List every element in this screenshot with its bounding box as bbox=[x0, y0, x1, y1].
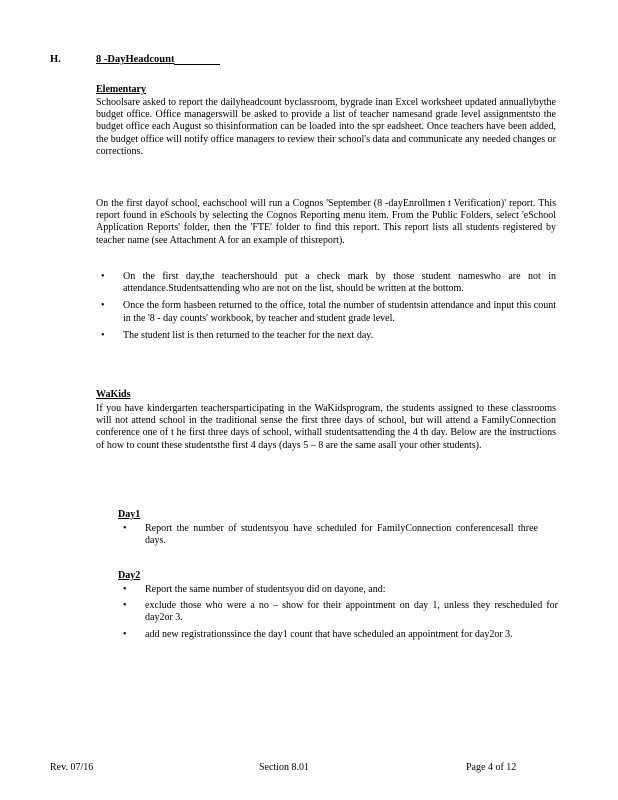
footer-page-number: Page 4 of 12 bbox=[466, 762, 517, 773]
section-title bbox=[96, 54, 220, 65]
list-item: • On the first day,the teachershould put a check mark by those student nameswho are not in attendance.Studentsattending who are not on the list, should be written at the bottom. bbox=[96, 271, 556, 295]
day2-heading bbox=[118, 570, 152, 581]
elementary-paragraph-2: On the first dayof school, eachschool will run a Cognos 'September (8 -dayEnrollmen t Verification)' report. This report found in eSchools by selecting the Cognos Reporting menu item. From the Public Folders, select 'eSchool Application Reports' folder, then the 'FTE' folder to find this report. This report lists all students registered by teacher name (see Attachment A for an example of thisreport). bbox=[96, 198, 556, 246]
title-underline bbox=[174, 63, 220, 65]
footer-section: Section 8.01 bbox=[259, 762, 309, 773]
section-title-text: 8 -DayHeadcount bbox=[96, 54, 175, 65]
day1-bullet-list bbox=[118, 523, 538, 547]
wakids-paragraph: If you have kindergarten teachersparticipating in the WaKidsprogram, the students assigned to these classrooms will not attend school in the traditional sense the first three days of school, but will attend a FamilyConnection conference one of t he first three days of school, withall studentsattending the 4 th day. Below are the instructions of how to count these studentsthe first 4 days (days 5 – 8 are the same asall your other students). bbox=[96, 403, 556, 451]
day2-bullet-list bbox=[118, 584, 558, 641]
list-item: • add new registrationssince the day1 count that have scheduled an appointment for day2or 3. bbox=[118, 629, 558, 641]
elementary-bullet-list bbox=[96, 271, 556, 342]
day2-heading-text: Day2 bbox=[118, 570, 141, 581]
elementary-heading: Elementary bbox=[96, 84, 146, 95]
elementary-paragraph-1: Schoolsare asked to report the dailyheadcount byclassroom, bygrade inan Excel worksheet updated annuallybythe budget office. Office managerswill be asked to provide a list of teacher namesand grade level assignmentsto the budget office each August so thisinformation can be loaded into the spr eadsheet. Once teachers have been added, the budget office will notify office managers to review their school's data and communicate any needed changes or corrections. bbox=[96, 97, 556, 157]
list-item: • Once the form hasbeen returned to the office, total the number of studentsin attendance and input this count in the '8 - day counts' workbook, by teacher and student grade level. bbox=[96, 300, 556, 324]
list-item: • exclude those who were a no – show for their appointment on day 1, unless they rescheduled for day2or 3. bbox=[118, 600, 558, 624]
wakids-heading: WaKids bbox=[96, 389, 131, 400]
section-letter: H. bbox=[50, 54, 61, 65]
footer-revision: Rev. 07/16 bbox=[50, 762, 94, 773]
list-item: • Report the number of studentsyou have scheduled for FamilyConnection conferencesall three days. bbox=[118, 523, 538, 547]
list-item: • The student list is then returned to the teacher for the next day. bbox=[96, 330, 556, 342]
day1-heading: Day1 bbox=[118, 509, 141, 520]
list-item: • Report the same number of studentsyou did on dayone, and: bbox=[118, 584, 558, 596]
